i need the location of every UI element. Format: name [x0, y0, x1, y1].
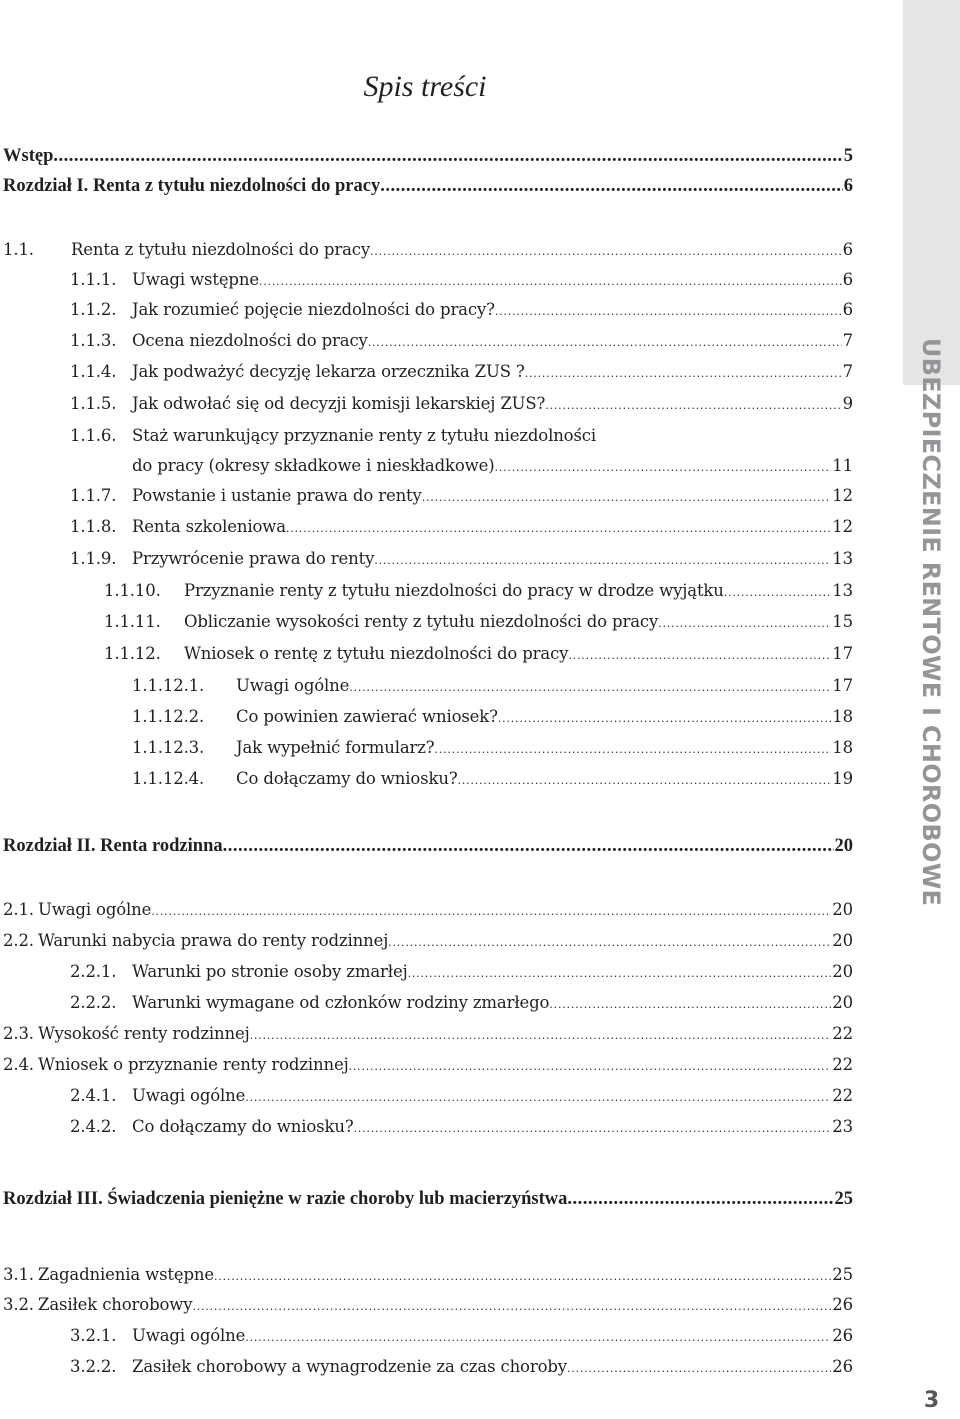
- toc-entry-title: Ocena niezdolności do pracy: [132, 331, 368, 350]
- toc-entry-title: Renta szkoleniowa: [132, 517, 286, 536]
- toc-entry-number: 2.2.2.: [70, 993, 117, 1012]
- toc-entry-1-1[interactable]: [3, 239, 853, 263]
- toc-entry-title: Staż warunkujący przyznanie renty z tytułu niezdolności: [132, 426, 597, 445]
- toc-entry-3-1[interactable]: [3, 1264, 853, 1288]
- toc-entry-page: 26: [832, 1357, 853, 1376]
- toc-entry-number: 1.1.8.: [70, 517, 117, 536]
- page-number: 3: [923, 1388, 940, 1413]
- toc-entry-2-3[interactable]: [3, 1023, 853, 1047]
- toc-entry-number: 1.1.: [3, 240, 34, 259]
- toc-entry-title: Wysokość renty rodzinnej: [38, 1024, 250, 1043]
- toc-entry-page: 22: [832, 1024, 853, 1043]
- toc-entry-title: Renta z tytułu niezdolności do pracy: [71, 240, 371, 259]
- toc-entry-title: Warunki po stronie osoby zmarłej: [132, 962, 408, 981]
- toc-entry-1-1-1[interactable]: [70, 269, 853, 293]
- toc-entry-title: Świadczenia pieniężne w razie choroby lub macierzyństwa: [107, 1189, 568, 1209]
- toc-entry-1-1-12-3[interactable]: [132, 737, 853, 761]
- toc-entry-title: Uwagi ogólne: [236, 676, 350, 695]
- toc-entry-title: Zasiłek chorobowy a wynagrodzenie za czas choroby: [132, 1357, 567, 1376]
- toc-entry-3-2-1[interactable]: [70, 1325, 853, 1349]
- toc-entry-2-4-2[interactable]: [70, 1116, 853, 1140]
- toc-entry-1-1-4[interactable]: [70, 361, 853, 385]
- toc-entry-1-1-11[interactable]: [104, 611, 853, 635]
- toc-entry-1-1-7[interactable]: [70, 485, 853, 509]
- toc-entry-2-2-1[interactable]: [70, 961, 853, 985]
- toc-entry-title: Jak wypełnić formularz?: [236, 738, 435, 757]
- leader-dots: [245, 1325, 831, 1349]
- toc-entry-page: 20: [832, 931, 853, 950]
- toc-entry-page: 17: [832, 676, 853, 695]
- toc-entry-page: 6: [843, 176, 853, 196]
- toc-entry-title: Warunki wymagane od członków rodziny zmarłego: [132, 993, 550, 1012]
- toc-entry-page: 13: [832, 581, 853, 600]
- toc-entry-title: Co powinien zawierać wniosek?: [236, 707, 498, 726]
- toc-entry-number: 1.1.5.: [70, 394, 117, 413]
- toc-entry-number: 1.1.4.: [70, 362, 117, 381]
- toc-entry-title: Przywrócenie prawa do renty: [132, 549, 375, 568]
- toc-entry-page: 11: [832, 456, 853, 475]
- toc-entry-number: 2.4.1.: [70, 1086, 117, 1105]
- toc-entry-number: 1.1.12.: [104, 644, 161, 663]
- toc-entry-1-1-6[interactable]: [70, 425, 853, 447]
- toc-entry-2-4[interactable]: [3, 1054, 853, 1078]
- leader-dots: [495, 455, 832, 479]
- toc-entry-number: 1.1.11.: [104, 612, 161, 631]
- toc-entry-page: 7: [842, 331, 853, 350]
- toc-entry-chapter-3[interactable]: [3, 1188, 853, 1210]
- toc-entry-number: 3.2.2.: [70, 1357, 117, 1376]
- toc-entry-1-1-12-2[interactable]: [132, 706, 853, 730]
- toc-entry-title: Uwagi ogólne: [132, 1326, 246, 1345]
- toc-entry-chapter-1[interactable]: [3, 175, 853, 197]
- toc-entry-title: Wniosek o rentę z tytułu niezdolności do pracy: [184, 644, 569, 663]
- leader-dots: [567, 1188, 833, 1210]
- toc-entry-page: 6: [842, 270, 853, 289]
- toc-entry-page: 13: [832, 549, 853, 568]
- side-tab-background: [903, 0, 960, 385]
- toc-entry-1-1-12-4[interactable]: [132, 768, 853, 792]
- toc-entry-2-4-1[interactable]: [70, 1085, 853, 1109]
- leader-dots: [151, 899, 831, 923]
- toc-entry-number: 3.2.1.: [70, 1326, 117, 1345]
- toc-entry-number: Rozdział II.: [3, 836, 96, 856]
- leader-dots: [286, 516, 831, 540]
- toc-entry-number: 2.3.: [3, 1024, 34, 1043]
- leader-dots: [545, 393, 841, 417]
- leader-dots: [567, 1356, 831, 1380]
- toc-entry-number: 1.1.7.: [70, 486, 117, 505]
- toc-entry-number: 1.1.12.4.: [132, 769, 205, 788]
- toc-entry-number: 1.1.2.: [70, 300, 117, 319]
- toc-entry-page: 15: [832, 612, 853, 631]
- toc-entry-chapter-2[interactable]: [3, 835, 853, 857]
- toc-entry-number: 2.4.2.: [70, 1117, 117, 1136]
- toc-entry-title: Zasiłek chorobowy: [38, 1295, 193, 1314]
- toc-entry-title: Zagadnienia wstępne: [38, 1265, 215, 1284]
- toc-entry-title: Wniosek o przyznanie renty rodzinnej: [38, 1055, 349, 1074]
- toc-entry-title: Co dołączamy do wniosku?: [132, 1117, 354, 1136]
- toc-entry-page: 25: [832, 1265, 853, 1284]
- toc-entry-page: 26: [832, 1326, 853, 1345]
- side-tab-label: UBEZPIECZENIE RENTOWE I CHOROBOWE: [917, 337, 945, 907]
- toc-entry-number: 1.1.10.: [104, 581, 161, 600]
- toc-entry-1-1-12[interactable]: [104, 643, 853, 667]
- toc-entry-number: 1.1.6.: [70, 426, 117, 445]
- toc-entry-page: 22: [832, 1086, 853, 1105]
- toc-entry-number: 1.1.3.: [70, 331, 117, 350]
- leader-dots: [549, 992, 831, 1016]
- toc-entry-number: 2.4.: [3, 1055, 34, 1074]
- toc-entry-title: Renta rodzinna: [100, 836, 223, 856]
- leader-dots: [658, 611, 831, 635]
- leader-dots: [422, 485, 832, 509]
- leader-dots: [724, 580, 832, 604]
- toc-entry-1-1-8[interactable]: [70, 516, 853, 540]
- leader-dots: [354, 1116, 832, 1140]
- leader-dots: [368, 330, 842, 354]
- toc-entry-title: Jak rozumieć pojęcie niezdolności do pracy?: [132, 300, 495, 319]
- toc-entry-3-2[interactable]: [3, 1294, 853, 1318]
- toc-entry-number: 2.2.1.: [70, 962, 117, 981]
- toc-entry-1-1-5[interactable]: [70, 393, 853, 417]
- leader-dots: [380, 175, 843, 197]
- toc-entry-number: 1.1.1.: [70, 270, 117, 289]
- toc-entry-title: Przyznanie renty z tytułu niezdolności do pracy w drodze wyjątku: [184, 581, 724, 600]
- toc-entry-page: 26: [832, 1295, 853, 1314]
- toc-entry-title: Jak odwołać się od decyzji komisji lekarskiej ZUS?: [132, 394, 546, 413]
- toc-entry-number: 1.1.12.1.: [132, 676, 205, 695]
- toc-entry-page: 6: [842, 300, 853, 319]
- leader-dots: [192, 1294, 831, 1318]
- toc-entry-page: 17: [832, 644, 853, 663]
- leader-dots: [388, 930, 831, 954]
- leader-dots: [435, 737, 832, 761]
- toc-entry-title: Uwagi ogólne: [132, 1086, 246, 1105]
- toc-entry-number: Rozdział I.: [3, 176, 89, 196]
- toc-entry-title: do pracy (okresy składkowe i nieskładkowe): [132, 456, 495, 475]
- toc-entry-2-2-2[interactable]: [70, 992, 853, 1016]
- toc-entry-title: Uwagi ogólne: [38, 900, 152, 919]
- toc-entry-page: 5: [843, 146, 853, 166]
- toc-entry-page: 7: [842, 362, 853, 381]
- toc-entry-number: 2.1.: [3, 900, 34, 919]
- toc-entry-page: 20: [832, 900, 853, 919]
- leader-dots: [250, 1023, 832, 1047]
- toc-entry-number: 3.1.: [3, 1265, 34, 1284]
- leader-dots: [214, 1264, 831, 1288]
- toc-entry-page: 20: [834, 836, 853, 856]
- toc-entry-1-1-9[interactable]: [70, 548, 853, 572]
- leader-dots: [495, 299, 842, 323]
- toc-entry-title: Powstanie i ustanie prawa do renty: [132, 486, 422, 505]
- toc-entry-number: 2.2.: [3, 931, 34, 950]
- leader-dots: [349, 675, 831, 699]
- toc-entry-page: 25: [834, 1189, 853, 1209]
- page-title: Spis treści: [363, 70, 487, 103]
- toc-entry-1-1-3[interactable]: [70, 330, 853, 354]
- toc-entry-title: Jak podważyć decyzję lekarza orzecznika ZUS ?: [132, 362, 525, 381]
- toc-entry-page: 20: [832, 993, 853, 1012]
- leader-dots: [498, 706, 831, 730]
- toc-entry-page: 22: [832, 1055, 853, 1074]
- toc-entry-number: 1.1.9.: [70, 549, 117, 568]
- leader-dots: [568, 643, 831, 667]
- toc-entry-1-1-12-1[interactable]: [132, 675, 853, 699]
- toc-entry-number: 1.1.12.2.: [132, 707, 205, 726]
- leader-dots: [245, 1085, 831, 1109]
- leader-dots: [259, 269, 842, 293]
- toc-entry-page: 12: [832, 517, 853, 536]
- toc-entry-3-2-2[interactable]: [70, 1356, 853, 1380]
- toc-entry-1-1-10[interactable]: [104, 580, 853, 604]
- toc-entry-title: Co dołączamy do wniosku?: [236, 769, 458, 788]
- toc-entry-title: Warunki nabycia prawa do renty rodzinnej: [38, 931, 389, 950]
- leader-dots: [223, 835, 834, 857]
- toc-entry-number: 1.1.12.3.: [132, 738, 205, 757]
- leader-dots: [408, 961, 832, 985]
- toc-entry-number: Rozdział III.: [3, 1189, 103, 1209]
- leader-dots: [53, 145, 842, 167]
- toc-entry-2-1[interactable]: [3, 899, 853, 923]
- leader-dots: [349, 1054, 832, 1078]
- leader-dots: [525, 361, 842, 385]
- leader-dots: [458, 768, 832, 792]
- toc-entry-page: 19: [832, 769, 853, 788]
- leader-dots: [370, 239, 842, 263]
- toc-entry-page: 23: [832, 1117, 853, 1136]
- toc-entry-2-2[interactable]: [3, 930, 853, 954]
- toc-entry-page: 20: [832, 962, 853, 981]
- leader-dots: [374, 548, 831, 572]
- toc-entry-number: Wstęp: [3, 146, 54, 166]
- toc-entry-intro[interactable]: [3, 145, 853, 167]
- toc-entry-1-1-6-continued[interactable]: [132, 455, 853, 479]
- toc-entry-title: Renta z tytułu niezdolności do pracy: [92, 176, 381, 196]
- toc-entry-1-1-2[interactable]: [70, 299, 853, 323]
- toc-entry-page: 6: [842, 240, 853, 259]
- toc-entry-page: 9: [842, 394, 853, 413]
- toc-entry-title: Uwagi wstępne: [132, 270, 259, 289]
- toc-entry-page: 18: [832, 738, 853, 757]
- toc-entry-page: 12: [832, 486, 853, 505]
- toc-entry-title: Obliczanie wysokości renty z tytułu niezdolności do pracy: [184, 612, 659, 631]
- toc-entry-page: 18: [832, 707, 853, 726]
- toc-entry-number: 3.2.: [3, 1295, 34, 1314]
